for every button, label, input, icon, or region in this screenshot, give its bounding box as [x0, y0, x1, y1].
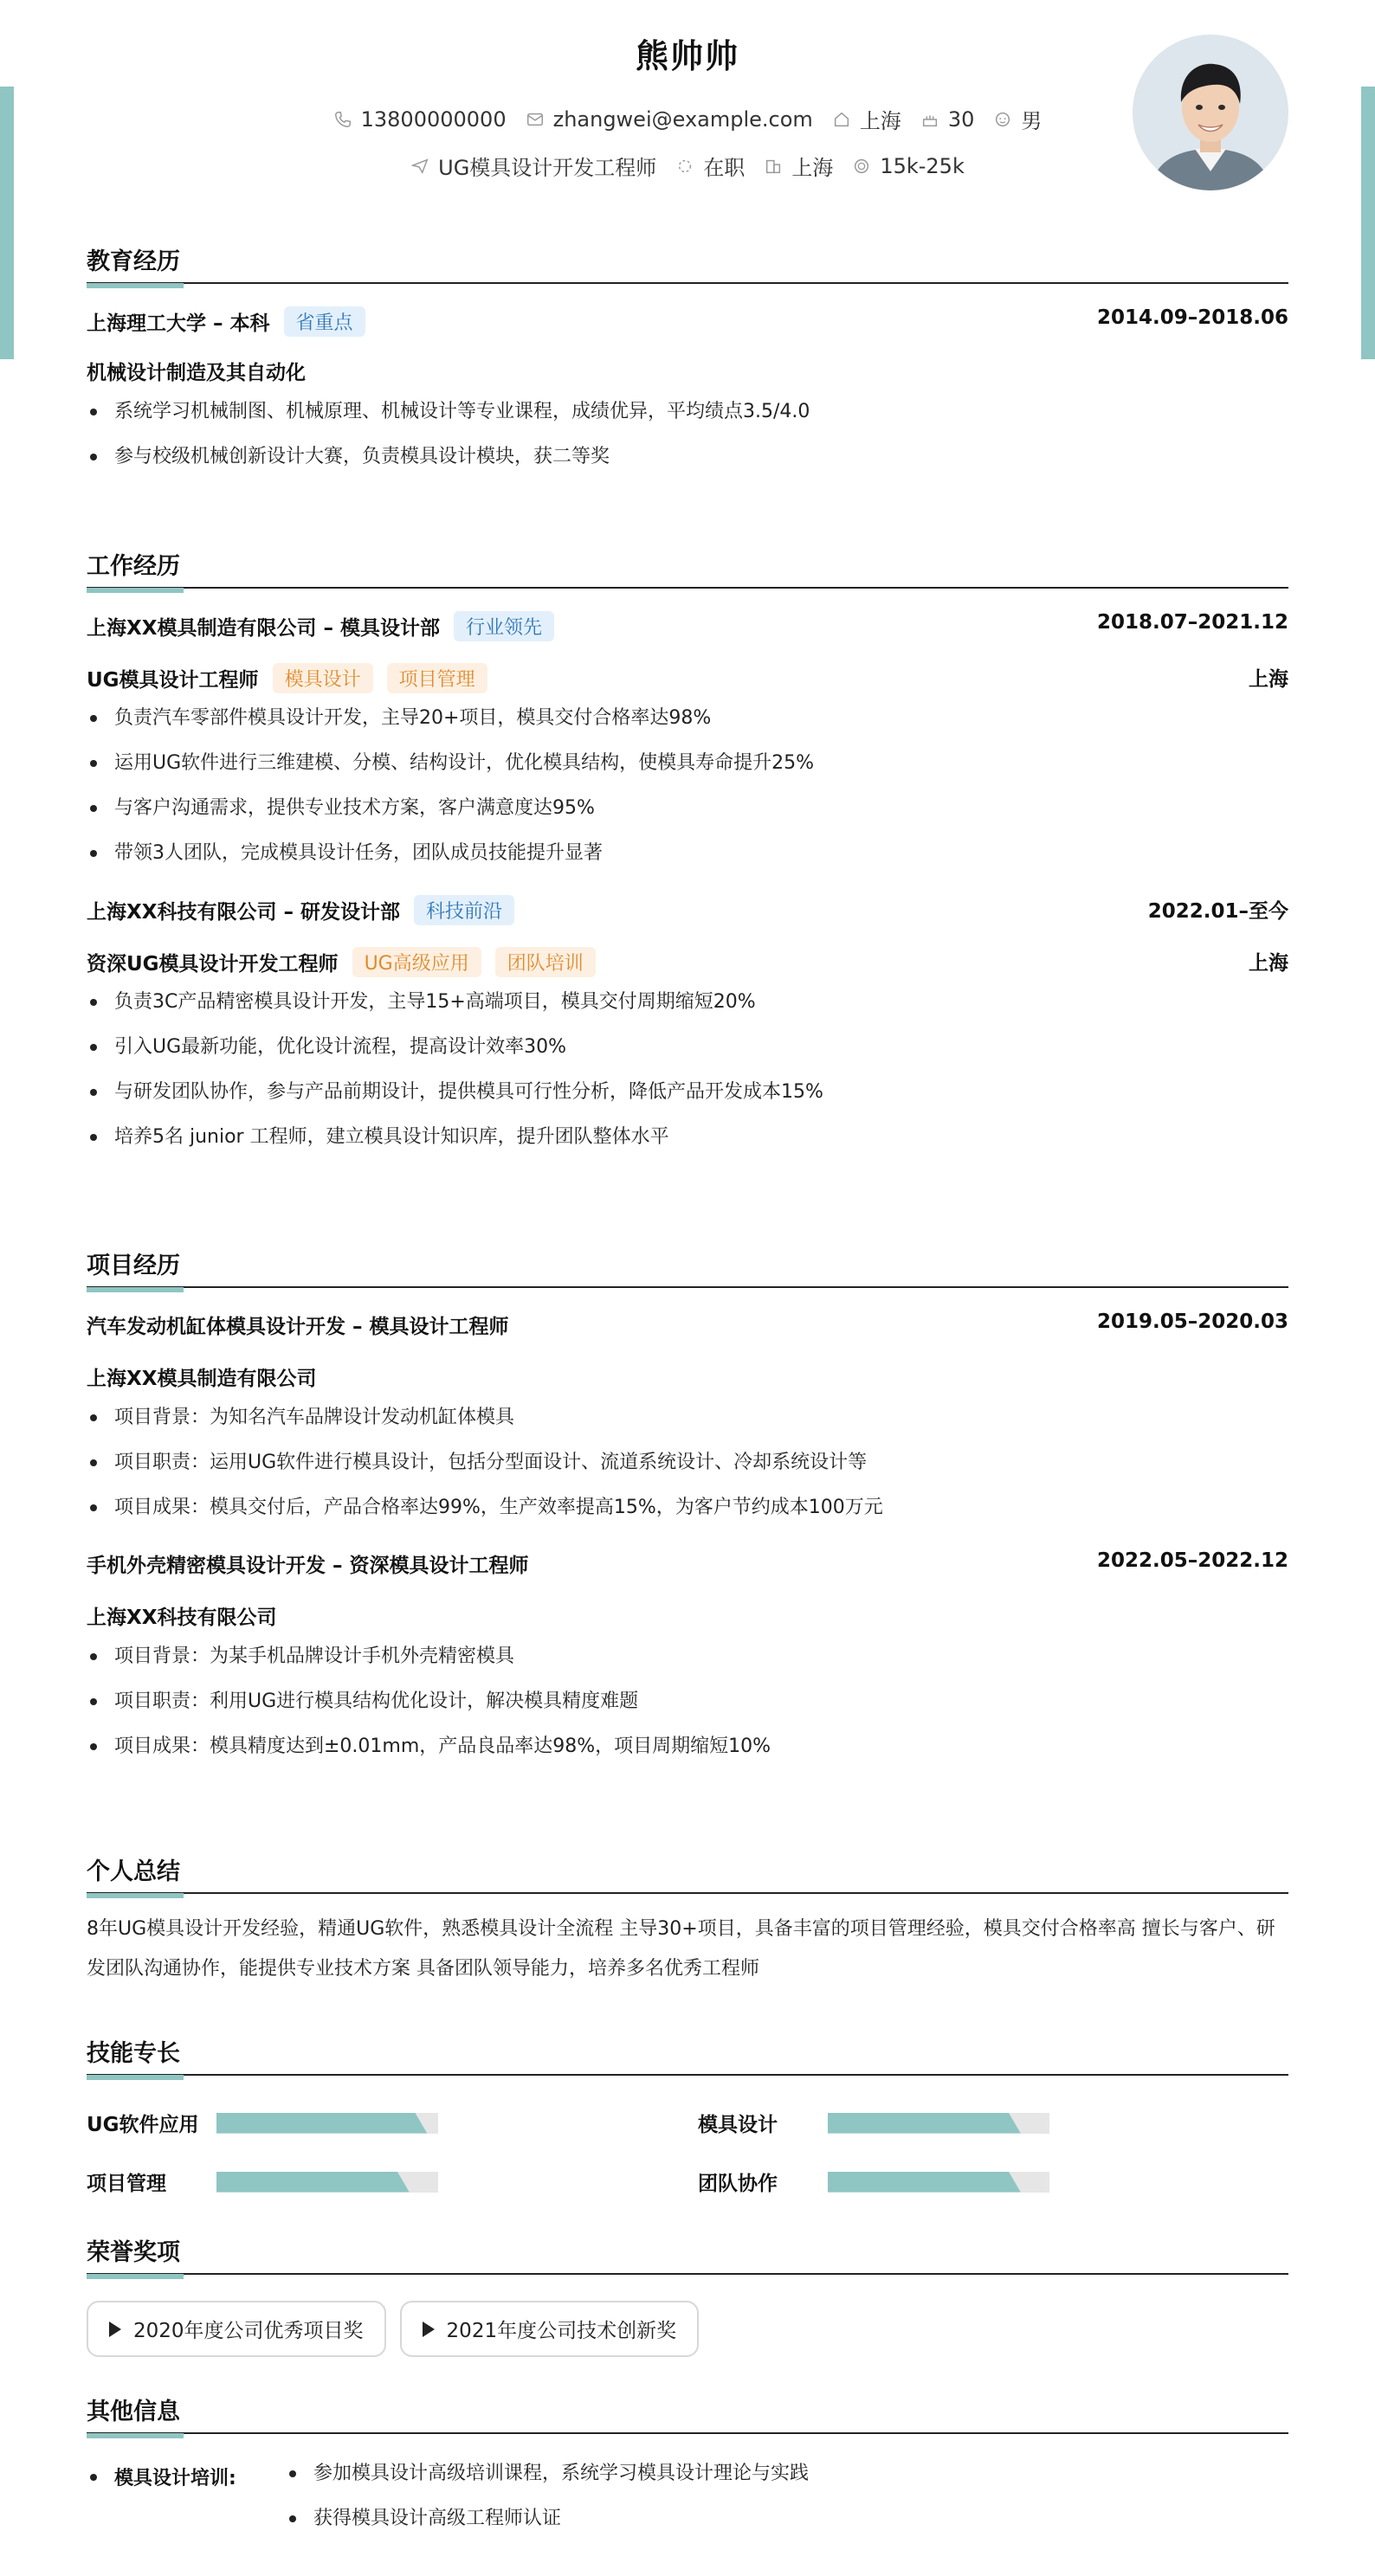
person-name: 熊帅帅	[635, 37, 739, 75]
list-item: 带领3人团队，完成模具设计任务，团队成员技能提升显著	[87, 831, 1288, 876]
award-badge	[87, 2301, 386, 2357]
phone-info	[333, 104, 507, 134]
other-list	[87, 2451, 1288, 2541]
phone-icon	[333, 110, 352, 129]
skill-item	[698, 2109, 1049, 2137]
skill-bar	[216, 2172, 438, 2193]
other-header	[87, 2389, 1288, 2434]
mail-icon	[526, 110, 545, 129]
project-company: 上海XX科技有限公司	[87, 1607, 277, 1629]
avatar	[1133, 35, 1288, 190]
award-name: 2021年度公司技术创新奖	[446, 2320, 677, 2342]
skills-title: 技能专长	[87, 2040, 180, 2067]
skill-bar	[216, 2113, 438, 2134]
project-name: 汽车发动机缸体模具设计开发 – 模具设计工程师	[87, 1316, 509, 1338]
list-item: 与研发团队协作，参与产品前期设计，提供模具可行性分析，降低产品开发成本15%	[87, 1070, 1288, 1115]
education-section	[87, 239, 1288, 480]
job-role-row	[87, 947, 1288, 976]
hometown-info	[832, 104, 901, 134]
job-role: 资深UG模具设计开发工程师	[87, 953, 339, 976]
coin-icon	[852, 157, 871, 176]
skill-name: UG软件应用	[87, 2114, 199, 2136]
awards-list	[87, 2301, 1288, 2357]
awards-section	[87, 2230, 1288, 2357]
face-icon	[993, 110, 1012, 129]
company-tag: 行业领先	[454, 611, 554, 641]
skills-grid	[87, 2076, 1288, 2197]
job-duties	[87, 980, 1288, 1160]
summary-section	[87, 1849, 1288, 1989]
section-accent	[87, 283, 184, 288]
list-item: 系统学习机械制图、机械原理、机械设计等专业课程，成绩优异，平均绩点3.5/4.0	[87, 390, 1288, 435]
skill-bar-fill	[216, 2113, 427, 2134]
list-item: 培养5名 junior 工程师，建立模具设计知识库，提升团队整体水平	[87, 1115, 1288, 1160]
project-name: 手机外壳精密模具设计开发 – 资深模具设计工程师	[87, 1555, 529, 1577]
list-item: 引入UG最新功能，优化设计流程，提高设计效率30%	[87, 1025, 1288, 1070]
cake-icon	[920, 110, 939, 129]
email-text: zhangwei@example.com	[552, 106, 813, 132]
loading-icon	[675, 157, 694, 176]
education-title: 教育经历	[87, 248, 180, 275]
skill-bar-fill	[828, 2113, 1021, 2134]
company-name: 上海XX科技有限公司 – 研发设计部	[87, 901, 400, 924]
job-company-row	[87, 895, 1288, 924]
list-item: 项目成果：模具交付后，产品合格率达99%，生产效率提高15%，为客户节约成本100万元	[87, 1485, 1288, 1530]
list-item: 运用UG软件进行三维建模、分模、结构设计，优化模具结构，使模具寿命提升25%	[87, 741, 1288, 786]
education-list	[87, 390, 1288, 480]
list-item: 参与校级机械创新设计大赛，负责模具设计模块，获二等奖	[87, 435, 1288, 480]
skill-item	[698, 2167, 1049, 2196]
section-accent	[87, 2433, 184, 2438]
list-item: 获得模具设计高级工程师认证	[286, 2496, 1288, 2541]
school-name: 上海理工大学 – 本科	[87, 312, 270, 335]
project-title-row	[87, 1549, 1288, 1575]
other-section	[87, 2389, 1288, 2541]
job-duties	[87, 696, 1288, 876]
list-item: 负责汽车零部件模具设计开发，主导20+项目，模具交付合格率达98%	[87, 696, 1288, 741]
position-info	[410, 151, 656, 181]
section-accent	[87, 2274, 184, 2279]
skill-bar	[828, 2172, 1049, 2193]
send-icon	[410, 157, 429, 176]
list-item: 参加模具设计高级培训课程，系统学习模具设计理论与实践	[286, 2451, 1288, 2496]
status-info	[675, 151, 745, 181]
skill-bar-fill	[828, 2172, 1021, 2193]
skill-bar-fill	[216, 2172, 410, 2193]
age-text: 30	[947, 106, 975, 132]
job-intent-row	[87, 151, 1288, 181]
role-tag: 项目管理	[387, 663, 487, 693]
project-period: 2019.05–2020.03	[1096, 1311, 1288, 1333]
section-accent	[87, 1893, 184, 1898]
left-accent-bar	[0, 87, 14, 359]
project-period: 2022.05–2022.12	[1096, 1549, 1288, 1572]
major-name: 机械设计制造及其自动化	[87, 362, 306, 384]
salary-text: 15k-25k	[880, 153, 965, 178]
skill-name: 项目管理	[87, 2173, 166, 2195]
building-icon	[764, 157, 783, 176]
awards-header	[87, 2230, 1288, 2275]
position-text: UG模具设计开发工程师	[438, 156, 657, 180]
project-details	[87, 1395, 1288, 1530]
projects-title: 项目经历	[87, 1253, 180, 1279]
summary-title: 个人总结	[87, 1858, 180, 1885]
play-icon	[423, 2322, 435, 2337]
skill-item	[87, 2167, 438, 2196]
status-text: 在职	[703, 156, 746, 180]
projects-header	[87, 1243, 1288, 1288]
list-item: 与客户沟通需求，提供专业技术方案，客户满意度达95%	[87, 786, 1288, 831]
list-item: 项目背景：为某手机品牌设计手机外壳精密模具	[87, 1634, 1288, 1679]
award-badge	[400, 2301, 700, 2357]
project-company-row	[87, 1362, 1288, 1388]
play-icon	[109, 2322, 121, 2337]
job-company-row	[87, 611, 1288, 640]
education-row	[87, 306, 1288, 335]
project-company-row	[87, 1601, 1288, 1627]
skills-section	[87, 2031, 1288, 2197]
contact-row	[87, 104, 1288, 134]
salary-info	[852, 151, 965, 181]
avatar-portrait	[1133, 35, 1288, 190]
work-section	[87, 544, 1288, 1160]
major-row	[87, 357, 1288, 383]
age-info	[920, 104, 975, 134]
skills-header	[87, 2031, 1288, 2076]
other-info	[87, 2451, 1288, 2541]
work-title: 工作经历	[87, 553, 180, 580]
list-item: 项目背景：为知名汽车品牌设计发动机缸体模具	[87, 1395, 1288, 1440]
company-tag: 科技前沿	[414, 895, 514, 925]
job-location: 上海	[1249, 668, 1288, 691]
education-period: 2014.09–2018.06	[1096, 306, 1288, 329]
skill-item	[87, 2109, 438, 2137]
role-tag: 模具设计	[273, 663, 373, 693]
list-item: 负责3C产品精密模具设计开发，主导15+高端项目，模具交付周期缩短20%	[87, 980, 1288, 1025]
company-name: 上海XX模具制造有限公司 – 模具设计部	[87, 617, 440, 640]
award-name: 2020年度公司优秀项目奖	[133, 2320, 364, 2342]
summary-text: 8年UG模具设计开发经验，精通UG软件，熟悉模具设计全流程 主导30+项目，具备丰富的项目管理经验，模具交付合格率高 擅长与客户、研发团队沟通协作，能提供专业技术方案 具备团队领导能力，培养多名优秀工程师	[87, 1918, 1275, 1980]
project-company: 上海XX模具制造有限公司	[87, 1368, 317, 1390]
skill-bar	[828, 2113, 1049, 2134]
email-info	[526, 104, 813, 134]
project-details	[87, 1634, 1288, 1769]
home-icon	[832, 110, 851, 129]
job-period: 2018.07–2021.12	[1096, 611, 1288, 634]
job-role-row	[87, 663, 1288, 692]
other-title: 其他信息	[87, 2399, 180, 2425]
skill-name: 模具设计	[698, 2114, 778, 2136]
project-title-row	[87, 1311, 1288, 1336]
job-location: 上海	[1249, 952, 1288, 975]
skill-name: 团队协作	[698, 2173, 778, 2195]
resume-header	[87, 0, 1288, 199]
summary-header	[87, 1849, 1288, 1894]
list-item: 项目职责：利用UG进行模具结构优化设计，解决模具精度难题	[87, 1679, 1288, 1724]
hometown-text: 上海	[859, 109, 901, 133]
phone-text: 13800000000	[360, 106, 507, 132]
education-header	[87, 239, 1288, 284]
city-text: 上海	[791, 156, 834, 180]
list-item: 项目职责：运用UG软件进行模具设计，包括分型面设计、流道系统设计、冷却系统设计等	[87, 1440, 1288, 1485]
job-period: 2022.01–至今	[1147, 900, 1288, 923]
projects-section	[87, 1243, 1288, 1769]
city-info	[764, 151, 833, 181]
right-accent-bar	[1361, 87, 1375, 359]
gender-text: 男	[1021, 109, 1043, 133]
gender-info	[993, 104, 1042, 134]
role-tag: UG高级应用	[352, 947, 481, 977]
section-accent	[87, 588, 184, 593]
school-tag: 省重点	[284, 306, 365, 337]
role-tag: 团队培训	[495, 947, 596, 977]
awards-title: 荣誉奖项	[87, 2239, 180, 2266]
list-item: 项目成果：模具精度达到±0.01mm，产品良品率达98%，项目周期缩短10%	[87, 1724, 1288, 1769]
work-header	[87, 544, 1288, 589]
job-role: UG模具设计工程师	[87, 669, 259, 692]
other-label: 模具设计培训:	[114, 2463, 236, 2490]
section-accent	[87, 1287, 184, 1292]
